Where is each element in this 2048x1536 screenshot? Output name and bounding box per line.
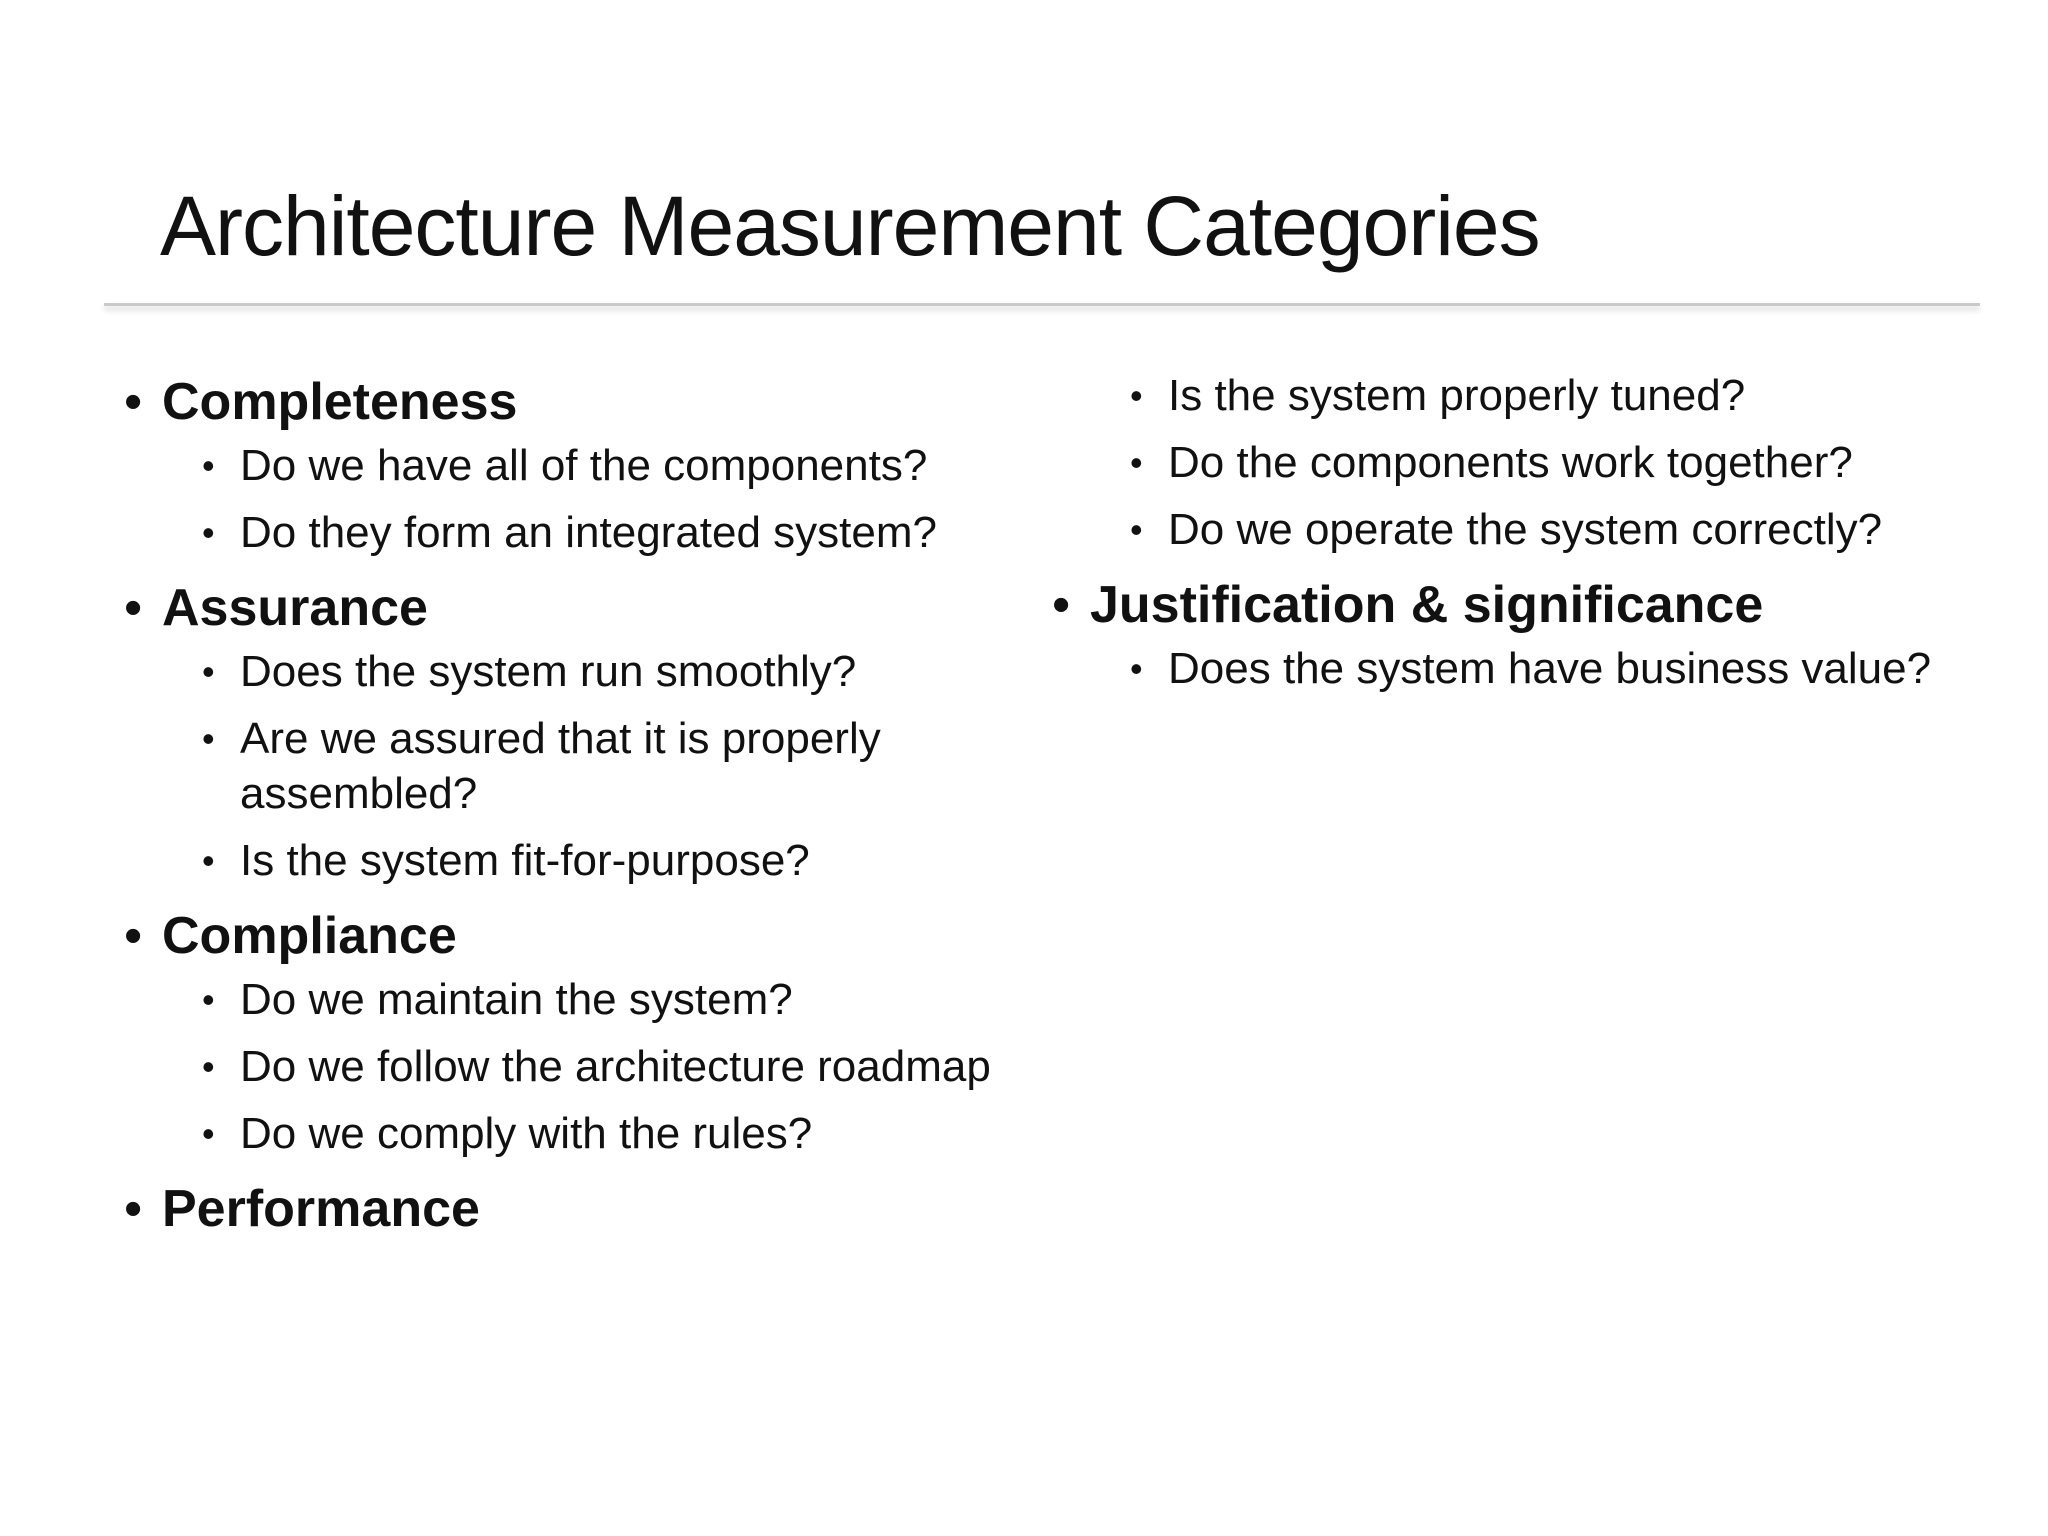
category-heading: • Performance	[124, 1175, 1044, 1243]
category-questions	[124, 644, 1044, 888]
category-questions	[124, 972, 1044, 1161]
category-heading: • Completeness	[124, 368, 1044, 436]
question-item: • Is the system fit-for-purpose?	[124, 833, 1044, 888]
question-item: • Does the system run smoothly?	[124, 644, 1044, 699]
question-item: • Do we have all of the components?	[124, 438, 1044, 493]
title-divider	[104, 303, 1980, 306]
question-item: • Are we assured that it is properly assembled?	[124, 711, 1100, 821]
continued-questions	[1052, 368, 2012, 557]
right-column	[1052, 366, 2012, 708]
question-item: • Do we comply with the rules?	[124, 1106, 1044, 1161]
question-item: • Do we follow the architecture roadmap	[124, 1039, 1100, 1094]
question-item: • Do the components work together?	[1052, 435, 2012, 490]
question-item: • Does the system have business value?	[1052, 641, 2012, 696]
category-heading: • Justification & significance	[1052, 571, 2012, 639]
category-heading: • Compliance	[124, 902, 1044, 970]
question-item: • Do we operate the system correctly?	[1052, 502, 2012, 557]
slide-title: Architecture Measurement Categories	[160, 179, 1540, 273]
category-questions	[1052, 641, 2012, 696]
question-item: • Is the system properly tuned?	[1052, 368, 2012, 423]
category-heading: • Assurance	[124, 574, 1044, 642]
category-questions	[124, 438, 1044, 560]
question-item: • Do they form an integrated system?	[124, 505, 1044, 560]
left-column	[124, 368, 1044, 1243]
question-item: • Do we maintain the system?	[124, 972, 1044, 1027]
